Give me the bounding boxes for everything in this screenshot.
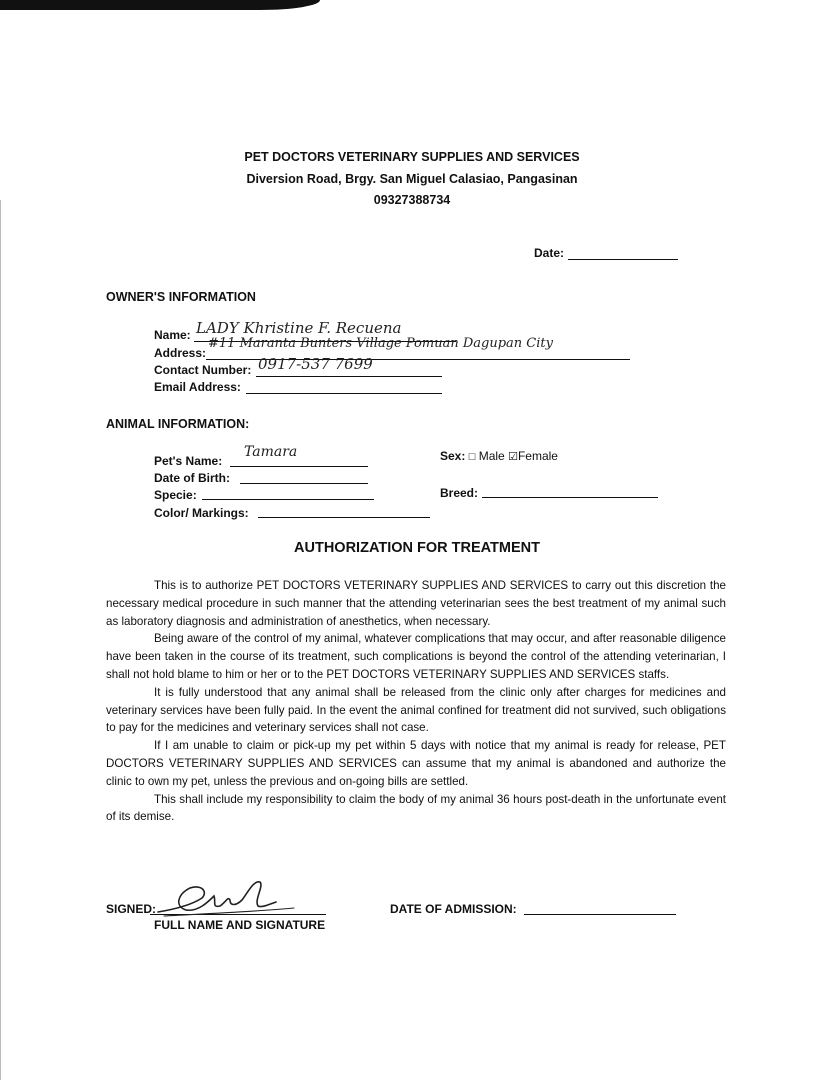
owner-address-label: Address:: [154, 346, 207, 360]
full-name-signature-label: FULL NAME AND SIGNATURE: [154, 918, 326, 932]
sex-label: Sex:: [440, 449, 466, 463]
color-markings-label: Color/ Markings:: [154, 506, 249, 520]
dob-field[interactable]: [240, 483, 368, 484]
company-address: Diversion Road, Brgy. San Miguel Calasiao, Pangasinan: [246, 172, 578, 186]
color-markings-field[interactable]: [258, 517, 430, 518]
authorization-body: [106, 577, 726, 826]
specie-label: Specie:: [154, 488, 197, 502]
email-label: Email Address:: [154, 380, 241, 394]
scan-left-edge: [0, 200, 1, 1080]
authorization-paragraph-4: If I am unable to claim or pick-up my pet within 5 days with notice that my animal is ready for release, PET DOCTORS VETERINARY SUPPLIES AND SERVICES can assume that my animal is abandoned and authorize the clinic to own my pet, unless the previous and on-going bills are settled.: [106, 739, 726, 788]
company-name: PET DOCTORS VETERINARY SUPPLIES AND SERVICES: [244, 150, 580, 164]
date-field[interactable]: [568, 259, 678, 260]
email-field[interactable]: [246, 393, 442, 394]
contact-number-field[interactable]: [256, 376, 442, 377]
pet-name-label: Pet's Name:: [154, 454, 223, 468]
female-label: Female: [517, 449, 558, 463]
dob-label: Date of Birth:: [154, 471, 230, 485]
authorization-title: AUTHORIZATION FOR TREATMENT: [294, 540, 540, 556]
female-checkbox[interactable]: ☑: [508, 451, 518, 463]
contact-number-label: Contact Number:: [154, 363, 252, 377]
animal-section-title: ANIMAL INFORMATION:: [106, 417, 250, 431]
authorization-paragraph-1: This is to authorize PET DOCTORS VETERINARY SUPPLIES AND SERVICES to carry out this discretion the necessary medical procedure in such manner that the attending veterinarian sees the best treatment of my animal such as laboratory diagnosis and administration of anesthetics, when necessary.: [106, 579, 726, 628]
contact-number-value: 0917-537 7699: [258, 355, 373, 373]
male-label: Male: [478, 449, 505, 463]
authorization-paragraph-5: This shall include my responsibility to claim the body of my animal 36 hours post-death in the unfortunate event of its demise.: [106, 792, 726, 824]
sex-group: [440, 449, 558, 463]
owner-section-title: OWNER'S INFORMATION: [106, 290, 256, 304]
authorization-paragraph-3: It is fully understood that any animal shall be released from the clinic only after charges for medicines and veterinary services have been fully paid. In the event the animal confined for treatment did not survived, such obligations to pay for the medicines and veterinary services shall not case.: [106, 685, 726, 735]
signed-label: SIGNED:: [106, 902, 157, 916]
handwritten-signature: [150, 872, 300, 920]
owner-name-value: LADY Khristine F. Recuena: [196, 319, 402, 337]
date-of-admission-field[interactable]: [524, 914, 676, 915]
company-phone: 09327388734: [373, 193, 451, 207]
date-of-admission-label: DATE OF ADMISSION:: [390, 902, 517, 916]
male-checkbox[interactable]: □: [468, 451, 476, 463]
breed-field[interactable]: [482, 497, 658, 498]
pet-name-field[interactable]: [230, 466, 368, 467]
breed-label: Breed:: [440, 486, 479, 500]
owner-address-value: #11 Maranta Bunters Village Pomuan Dagupan City: [208, 336, 553, 351]
scan-edge-mark: [0, 0, 320, 10]
pet-name-value: Tamara: [244, 444, 298, 460]
authorization-paragraph-2: Being aware of the control of my animal, whatever complications that may occur, and after reasonable diligence have been taken in the course of its treatment, such complications is beyond the control of the attending veterinarian, I shall not hold blame to him or her or to the PET DOCTORS VETERINARY SUPPLIES AND SERVICES staffs.: [106, 632, 726, 681]
date-label: Date:: [534, 246, 565, 260]
owner-name-label: Name:: [154, 328, 191, 342]
specie-field[interactable]: [202, 499, 374, 500]
